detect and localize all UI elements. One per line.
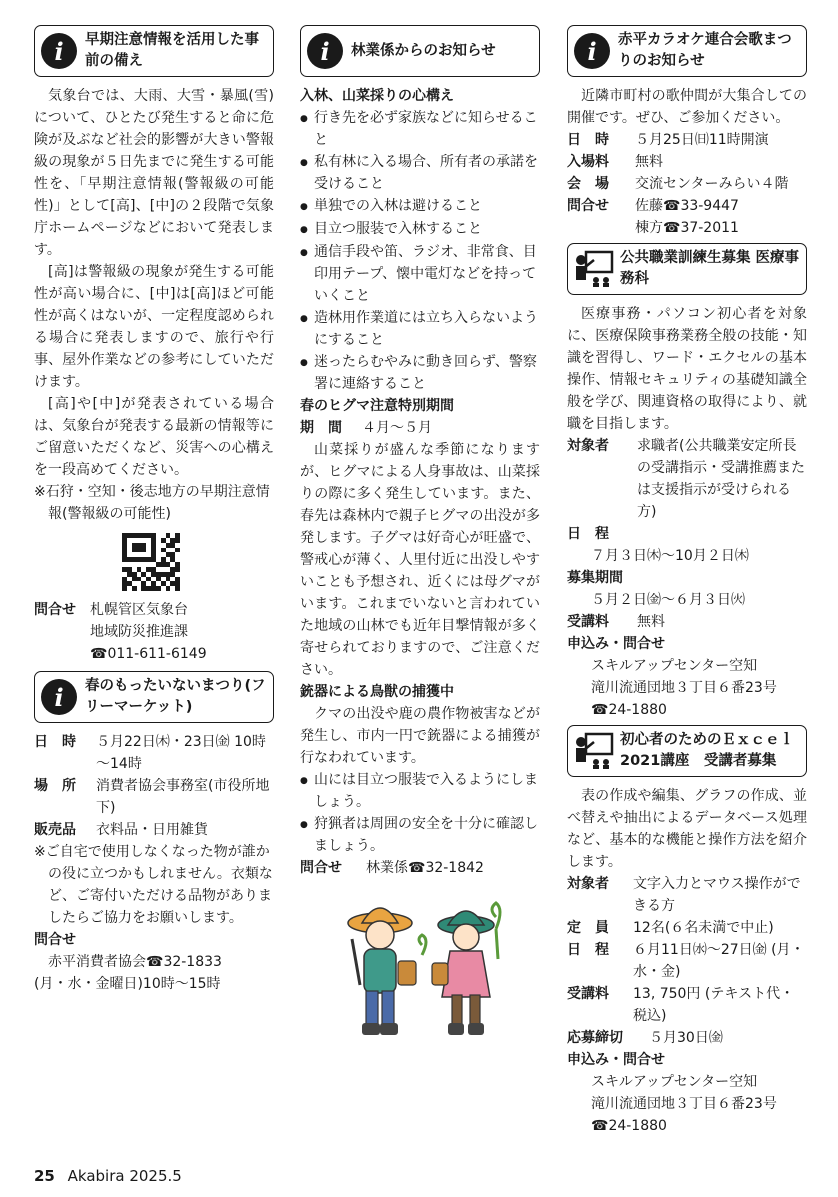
apply-label: 申込み・問合せ (567, 636, 665, 652)
hikers-illustration (328, 889, 518, 1049)
contact-row (34, 599, 274, 621)
bullet-list (300, 769, 540, 857)
capacity-label: 定 員 (567, 920, 609, 936)
section-title: 早期注意情報を活用した事前の備え (85, 32, 259, 69)
contact-value: 棟方☎37-2011 (635, 220, 739, 236)
target-label: 対象者 (567, 876, 609, 892)
contact-value: 札幌管区気象台 (90, 602, 188, 618)
recruit-value: ５月２日㈮～６月３日㈫ (591, 592, 745, 608)
bullet-item (300, 195, 540, 218)
date-label: 日 時 (567, 132, 609, 148)
paragraph: 山菜採りが盛んな季節になりますが、ヒグマによる人身事故は、山菜採りの際に多く発生しています。また、春先は森林内で親子ヒグマの出没が多発します。子グマは好奇心が旺盛で、警戒心が薄く、人里付近に出没しやすいことも予想され、近くには母グマがいます。これまでいないと言われていた地域の山林でも近年目撃情報が多く寄せられておりますので、ご注意ください。 (300, 442, 540, 678)
subheading: 入林、山菜採りの心構え (300, 88, 454, 104)
date-value: ５月22日㈭・23日㈮ 10時～14時 (96, 734, 266, 772)
bullet-icon: ● (300, 158, 308, 168)
info-icon: i (307, 33, 343, 69)
contact-row (567, 195, 807, 217)
bullet-item (300, 351, 540, 395)
date-label: 日 時 (34, 734, 76, 750)
date-row (567, 129, 807, 151)
apply-label: 申込み・問合せ (567, 1052, 665, 1068)
schedule-label: 日 程 (567, 526, 609, 542)
subheading: 銃器による鳥獣の捕獲中 (300, 684, 454, 700)
contact-label: 問合せ (300, 860, 342, 876)
bullet-icon: ● (300, 202, 308, 212)
place-label: 場 所 (34, 778, 76, 794)
bullet-text: 私有林に入る場合、所有者の承諾を受けること (314, 154, 538, 192)
schedule-label: 日 程 (567, 942, 609, 958)
subheading: 春のヒグマ注意特別期間 (300, 398, 454, 414)
apply-phone: ☎24-1880 (591, 702, 667, 718)
date-value: ５月25日㈰11時開演 (635, 132, 769, 148)
section-header-excel (567, 725, 807, 777)
deadline-label: 応募締切 (567, 1030, 623, 1046)
fee-label: 受講料 (567, 614, 609, 630)
paragraph: [高]は警報級の現象が発生する可能性が高い場合に、[中]は[高]ほど可能性が高くはないが、一定程度認められる場合に発表しますので、旅行や行事、屋外作業などの参考にしていただけます。 (34, 264, 274, 390)
apply-value: スキルアップセンター空知 (591, 1074, 758, 1090)
bullet-item (300, 151, 540, 195)
section-title: 赤平カラオケ連合会歌まつりのお知らせ (618, 32, 792, 69)
bullet-icon: ● (300, 358, 308, 368)
issue-label: Akabira 2025.5 (67, 1167, 182, 1185)
bullet-item (300, 813, 540, 857)
schedule-value: ７月３日㈭～10月２日㈭ (591, 548, 749, 564)
period-label: 期 間 (300, 420, 342, 436)
bullet-item (300, 769, 540, 813)
contact-row (300, 857, 540, 879)
target-label: 対象者 (567, 438, 609, 454)
bullet-item (300, 307, 540, 351)
bullet-text: 通信手段や笛、ラジオ、非常食、目印用テープ、懐中電灯などを持っていくこと (314, 244, 537, 304)
target-value: 求職者(公共職業安定所長の受講指示・受講推薦または支援指示が受けられる方) (637, 438, 805, 520)
qr-code[interactable] (122, 533, 180, 591)
info-icon: i (41, 679, 77, 715)
fee-label: 入場料 (567, 154, 609, 170)
bullet-text: 行き先を必ず家族などに知らせること (314, 110, 538, 148)
paragraph: 近隣市町村の歌仲間が大集合しての開催です。ぜひ、ご参加ください。 (567, 88, 807, 126)
section-header-karaoke (567, 25, 807, 77)
bullet-text: 迷ったらむやみに動き回らず、警察署に連絡すること (314, 354, 537, 392)
section-header-flea-market (34, 671, 274, 723)
schedule-value: ６月11日㈬～27日㈮ (月・水・金) (633, 942, 805, 980)
target-row (567, 873, 807, 917)
section-header-medical (567, 243, 807, 295)
apply-value: 滝川流通団地３丁目６番23号 (591, 680, 777, 696)
bullet-icon: ● (300, 776, 308, 786)
deadline-row (567, 1027, 807, 1049)
apply-value: 滝川流通団地３丁目６番23号 (591, 1096, 777, 1112)
note: ※ご自宅で使用しなくなった物が誰かの役に立つかもしれません。衣類など、ご寄付いただける品物がありましたらご協力をお願いします。 (34, 844, 273, 926)
bullet-item (300, 218, 540, 241)
fee-row (567, 611, 807, 633)
column-2 (300, 25, 540, 1053)
section-header-early-warning (34, 25, 274, 77)
bullet-icon: ● (300, 114, 308, 124)
venue-row (567, 173, 807, 195)
bullet-icon: ● (300, 314, 308, 324)
items-value: 衣料品・日用雑貨 (96, 822, 208, 838)
bullet-text: 造林用作業道には立ち入らないようにすること (314, 310, 538, 348)
page-footer (34, 1166, 182, 1186)
training-icon (574, 250, 614, 288)
contact-value: 林業係☎32-1842 (366, 860, 484, 876)
column-3 (567, 25, 807, 1137)
bullet-item (300, 241, 540, 307)
paragraph: クマの出没や鹿の農作物被害などが発生し、市内一円で銃器による捕獲が行なわれています。 (300, 706, 540, 766)
section-title: 春のもったいないまつり(フリーマーケット) (85, 678, 266, 715)
paragraph: 気象台では、大雨、大雪・暴風(雪)について、ひとたび発生すると命に危険が及ぶなど社会的影響が大きい警報級の現象が５日先までに発生する可能性を、「早期注意情報(警報級の可能性)」として[高]、[中]の２段階で気象庁ホームページなどにおいて発表します。 (34, 88, 274, 258)
capacity-value: 12名(６名未満で中止) (633, 920, 774, 936)
items-row (34, 819, 274, 841)
capacity-row (567, 917, 807, 939)
date-row (34, 731, 274, 775)
paragraph: [高]や[中]が発表されている場合は、気象台が発表する最新の情報等にご留意いただくなど、災害への心構えを一段高めてください。 (34, 396, 274, 478)
fee-value: 無料 (635, 154, 663, 170)
place-row (34, 775, 274, 819)
fee-row (567, 983, 807, 1027)
bullet-icon: ● (300, 820, 308, 830)
contact-label: 問合せ (34, 602, 76, 618)
bullet-text: 目立つ服装で入林すること (314, 221, 482, 237)
items-label: 販売品 (34, 822, 76, 838)
period-value: ４月～５月 (362, 420, 432, 436)
bullet-list (300, 107, 540, 395)
page-number: 25 (34, 1167, 55, 1185)
bullet-text: 狩猟者は周囲の安全を十分に確認しましょう。 (314, 816, 538, 854)
schedule-row (567, 939, 807, 983)
info-icon: i (41, 33, 77, 69)
contact-phone: 赤平消費者協会☎32-1833 (48, 954, 222, 970)
deadline-value: ５月30日㈮ (649, 1030, 723, 1046)
paragraph: 表の作成や編集、グラフの作成、並べ替えや抽出によるデータベース処理など、基本的な機能と操作方法を紹介します。 (567, 788, 807, 870)
column-1 (34, 25, 274, 995)
bullet-text: 山には目立つ服装で入るようにしましょう。 (314, 772, 538, 810)
fee-row (567, 151, 807, 173)
section-title: 林業係からのお知らせ (351, 42, 496, 59)
section-title: 初心者のためのＥｘｃｅｌ 2021講座 受講者募集 (620, 732, 794, 769)
bullet-item (300, 107, 540, 151)
training-icon (574, 732, 614, 770)
contact-label: 問合せ (34, 932, 76, 948)
info-icon: i (574, 33, 610, 69)
section-title: 公共職業訓練生募集 医療事務科 (620, 250, 800, 287)
section-header-forestry (300, 25, 540, 77)
place-value: 消費者協会事務室(市役所地下) (96, 778, 270, 816)
target-value: 文字入力とマウス操作ができる方 (633, 876, 801, 914)
contact-line: 地域防災推進課 (90, 624, 188, 640)
bullet-icon: ● (300, 248, 308, 258)
apply-value: スキルアップセンター空知 (591, 658, 758, 674)
contact-label: 問合せ (567, 198, 609, 214)
target-row (567, 435, 807, 523)
contact-phone: ☎011-611-6149 (90, 646, 207, 662)
bullet-icon: ● (300, 225, 308, 235)
note: ※石狩・空知・後志地方の早期注意情報(警報級の可能性) (34, 484, 270, 522)
venue-label: 会 場 (567, 176, 609, 192)
apply-phone: ☎24-1880 (591, 1118, 667, 1134)
recruit-label: 募集期間 (567, 570, 623, 586)
fee-label: 受講料 (567, 986, 609, 1002)
paragraph: 医療事務・パソコン初心者を対象に、医療保険事務業務全般の技能・知識を習得し、ワード・エクセルの基本操作、情報セキュリティの基礎知識全般を学び、関連資格の取得により、就職を目指します。 (567, 306, 807, 432)
contact-value: 佐藤☎33-9447 (635, 198, 739, 214)
venue-value: 交流センターみらい４階 (635, 176, 789, 192)
fee-value: 無料 (637, 614, 665, 630)
bullet-text: 単独での入林は避けること (314, 198, 482, 214)
fee-value: 13, 750円 (テキスト代・税込) (633, 986, 795, 1024)
contact-hours: (月・水・金曜日)10時～15時 (34, 976, 221, 992)
period-row (300, 417, 540, 439)
